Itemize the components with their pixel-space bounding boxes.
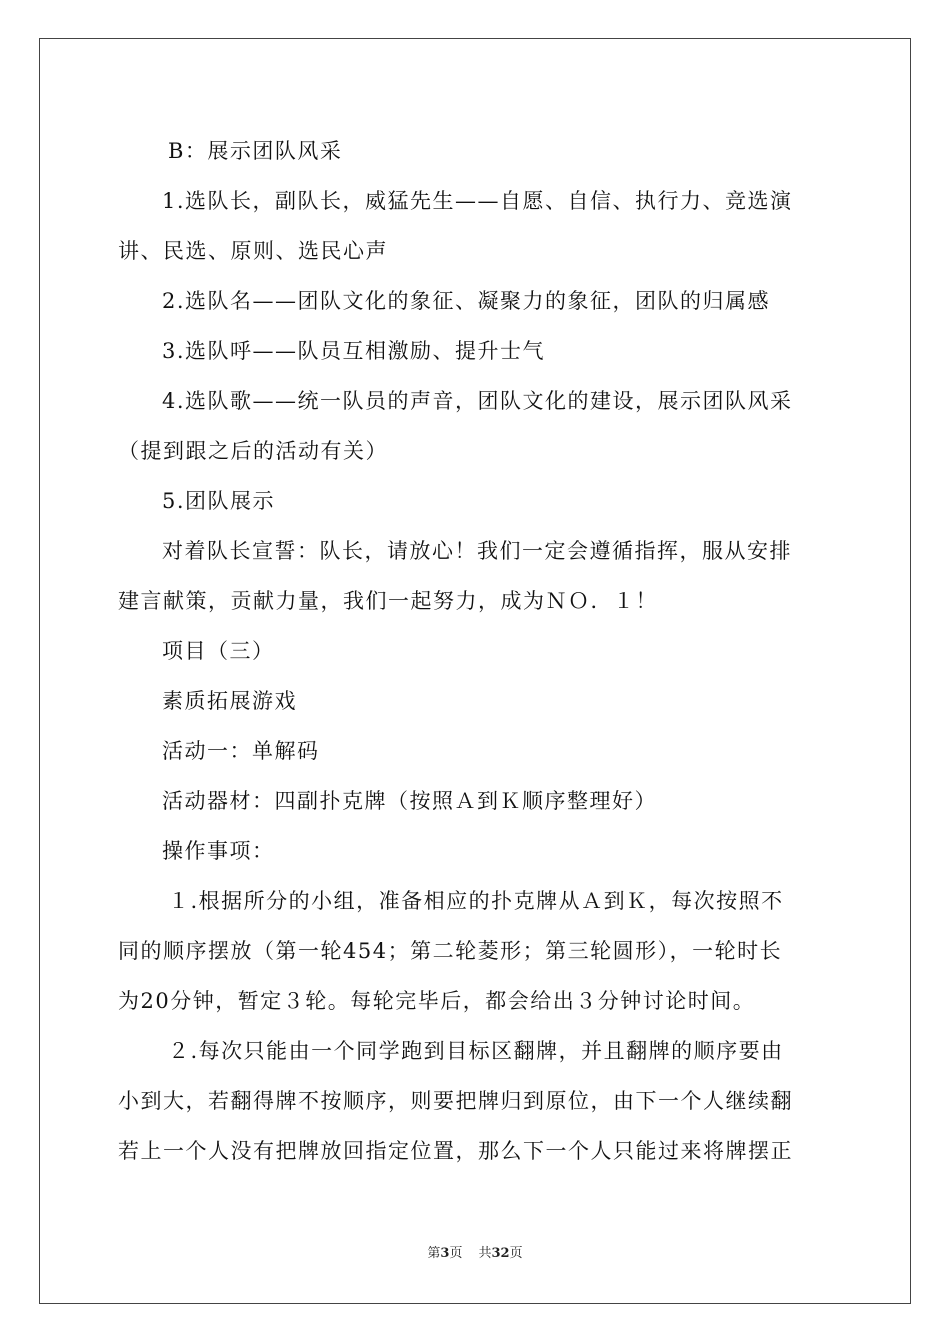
text-line: （提到跟之后的活动有关） (118, 439, 388, 463)
total-prefix: 共 (478, 1246, 492, 1261)
page-prefix: 第 (427, 1246, 441, 1261)
page-number: 3 (440, 1246, 450, 1261)
text-line: 2.选队名——团队文化的象征、凝聚力的象征，团队的归属感 (162, 289, 771, 313)
page-suffix: 页 (449, 1246, 463, 1261)
text-line: 活动器材：四副扑克牌（按照Ａ到Ｋ顺序整理好） (162, 789, 657, 813)
text-line: B：展示团队风采 (168, 139, 343, 163)
text-line: 4.选队歌——统一队员的声音，团队文化的建设，展示团队风采 (162, 389, 793, 413)
text-line: 为20分钟，暂定３轮。每轮完毕后，都会给出３分钟讨论时间。 (118, 989, 756, 1013)
text-line: 小到大，若翻得牌不按顺序，则要把牌归到原位，由下一个人继续翻 (118, 1089, 793, 1113)
document-body (118, 126, 833, 1176)
text-line: 3.选队呼——队员互相激励、提升士气 (162, 339, 546, 363)
total-pages: 32 (491, 1246, 510, 1261)
text-line: 讲、民选、原则、选民心声 (118, 239, 388, 263)
text-line: 项目（三） (162, 639, 275, 663)
text-line: 操作事项： (162, 839, 275, 863)
text-line: 若上一个人没有把牌放回指定位置，那么下一个人只能过来将牌摆正 (118, 1139, 793, 1163)
text-line: 5.团队展示 (162, 489, 276, 513)
text-line: １.根据所分的小组，准备相应的扑克牌从Ａ到Ｋ，每次按照不 (168, 889, 784, 913)
page-footer (0, 1244, 950, 1264)
text-line: 同的顺序摆放（第一轮454；第二轮菱形；第三轮圆形），一轮时长 (118, 939, 783, 963)
text-line: 素质拓展游戏 (162, 689, 297, 713)
text-line: ２.每次只能由一个同学跑到目标区翻牌，并且翻牌的顺序要由 (168, 1039, 784, 1063)
text-line: 活动一：单解码 (162, 739, 320, 763)
text-line: 对着队长宣誓：队长，请放心！我们一定会遵循指挥，服从安排 (162, 539, 792, 563)
text-line: 建言献策，贡献力量，我们一起努力，成为ＮＯ．１！ (118, 589, 658, 613)
total-suffix: 页 (509, 1246, 523, 1261)
text-line: 1.选队长，副队长，威猛先生——自愿、自信、执行力、竞选演 (162, 189, 793, 213)
